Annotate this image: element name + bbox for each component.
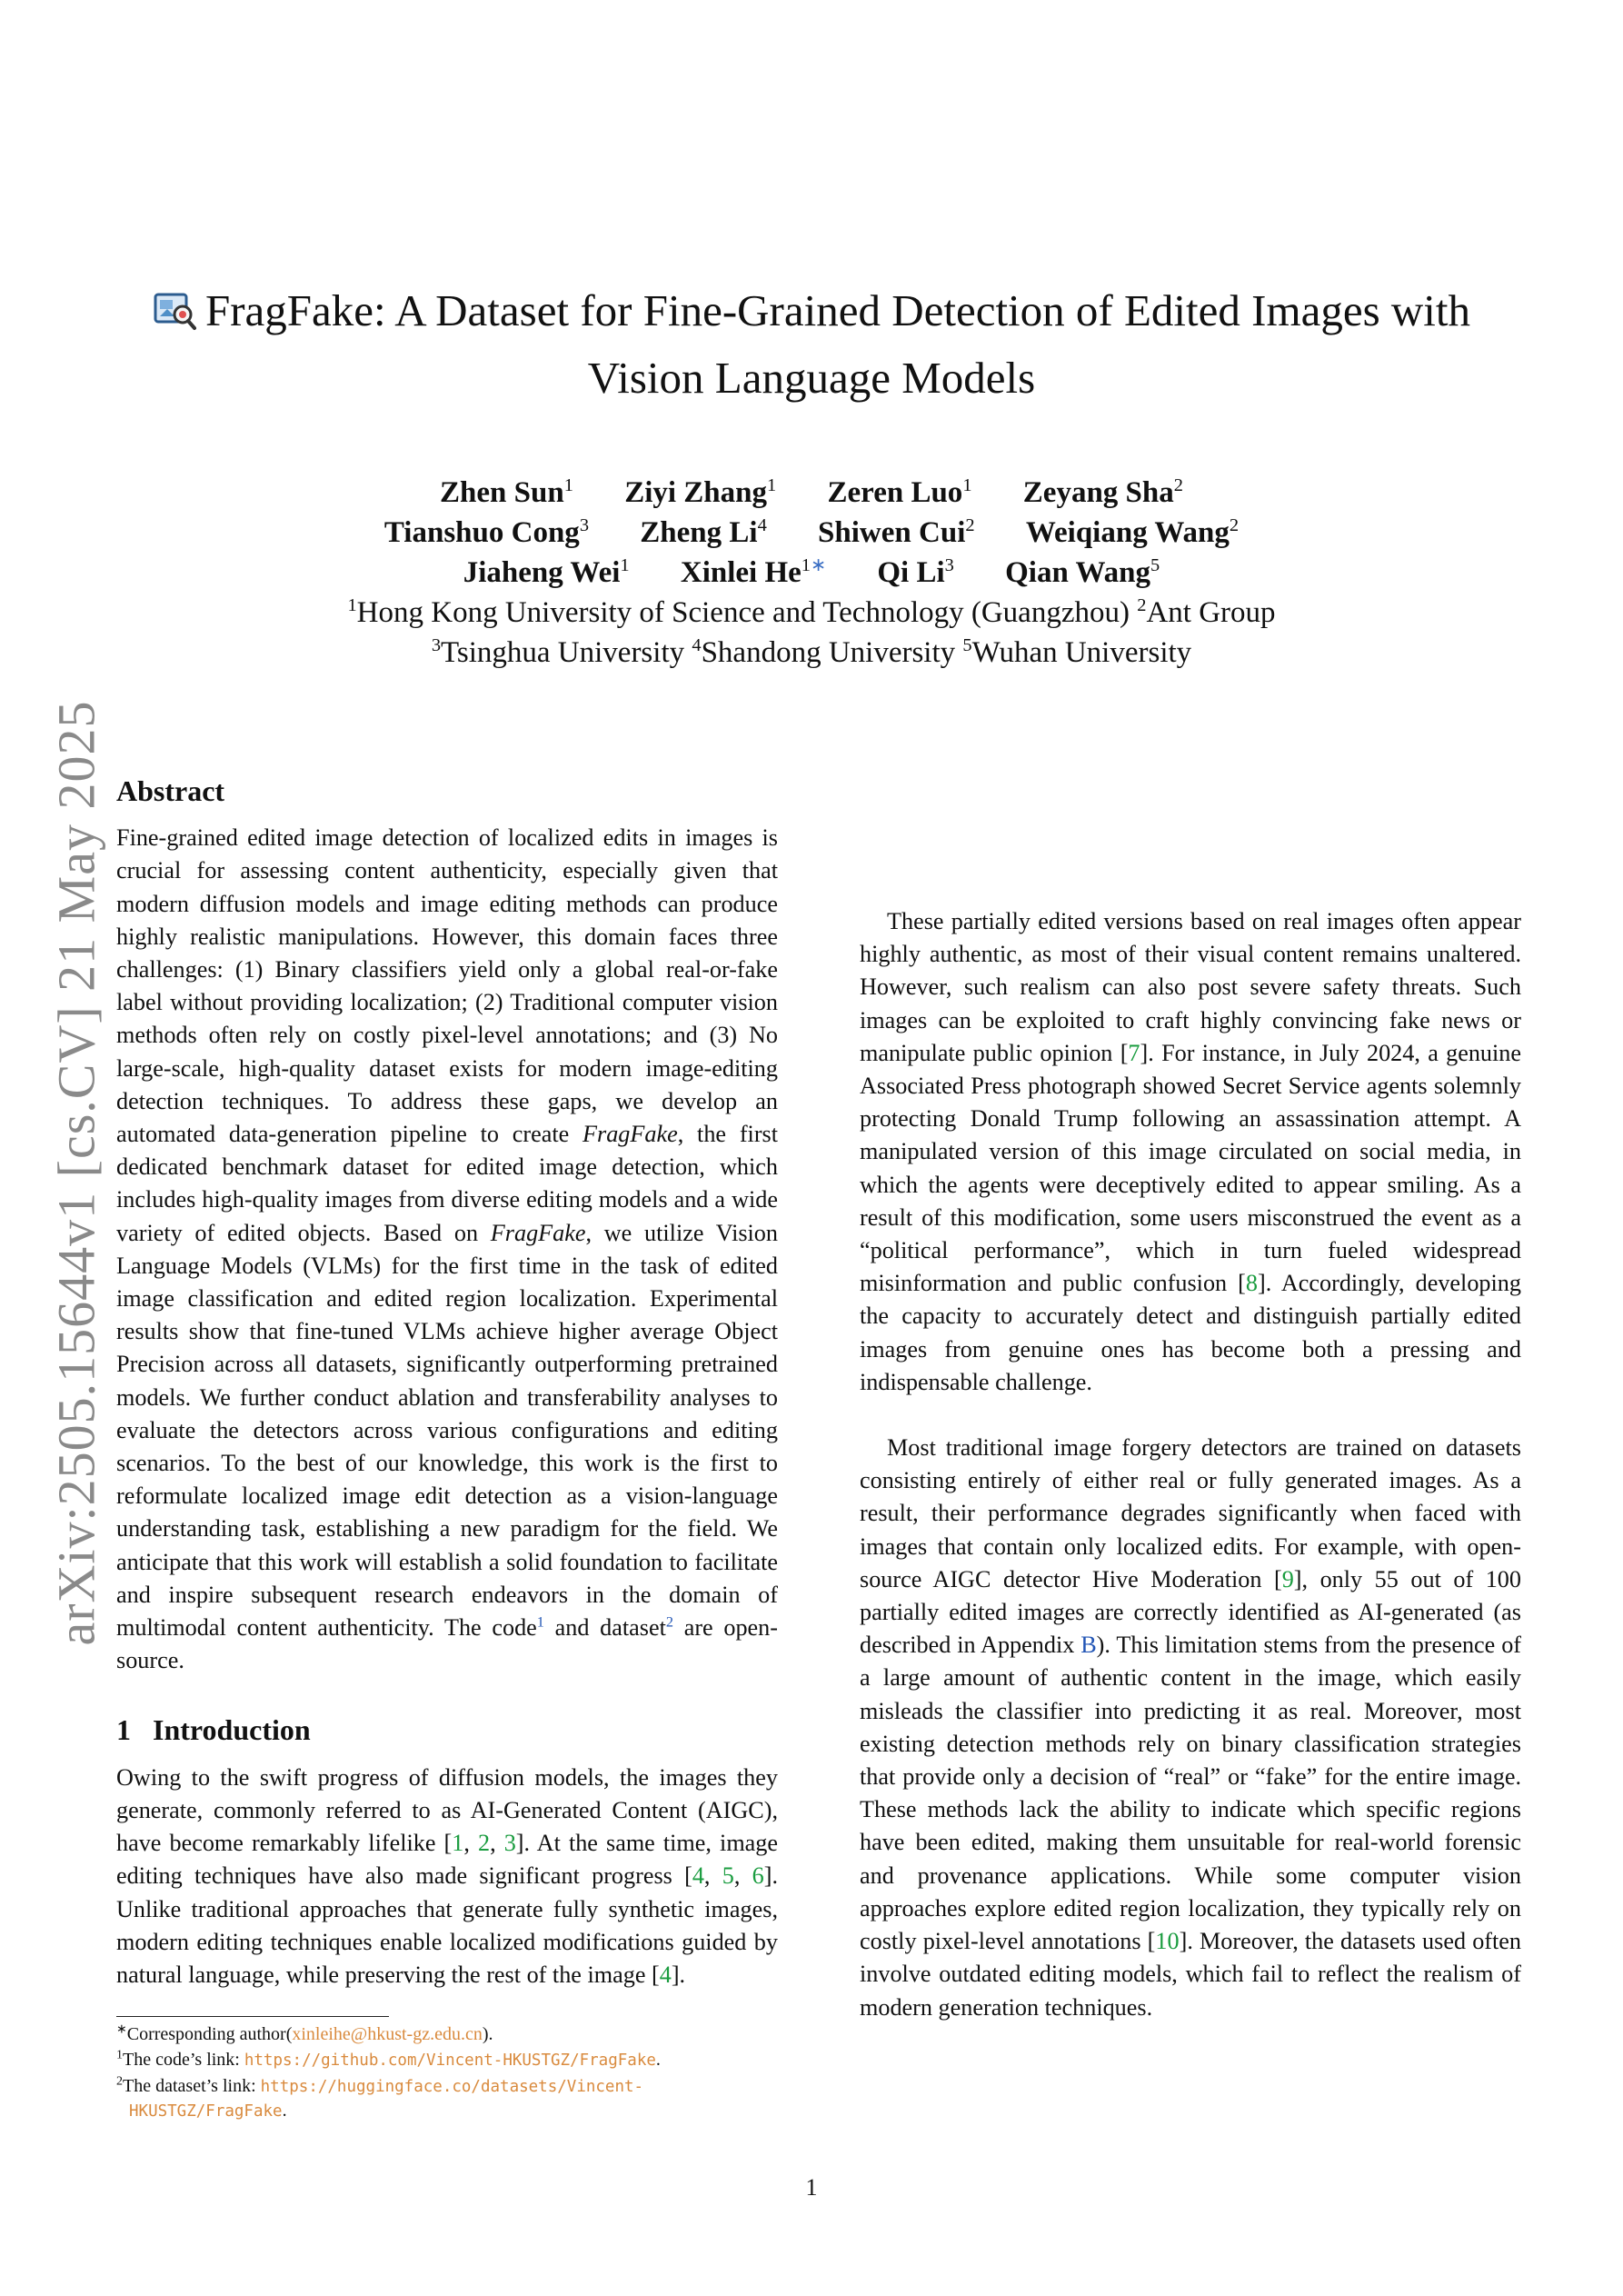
author-block [91, 473, 1532, 673]
author: Zhen Sun$^1$ [440, 475, 573, 509]
intro-paragraph-3: Most traditional image forgery detectors are trained on datasets consisting entirely of either real or fully generated images. As a result, their performance degrades significantly when faced with images that contain only localized edits. For example, with open-source AIGC detector Hive Moderation [9], only 55 out of 100 partially edited images are correctly identified as AI-generated (as described in Appendix B). This limitation stems from the presence of a large amount of authentic content in the image, which easily misleads the classifier into predicting it as real. Moreover, most existing detection methods rely on binary classification strategies that provide only a decision of “real” or “fake” for the entire image. These methods lack the ability to indicate which specific regions have been edited, making them unsuitable for real-world forensic and provenance applications. While some computer vision approaches explore edited region localization, they typically rely on costly pixel-level annotations [10]. Moreover, the datasets used often involve outdated editing models, which fail to reflect the realism of modern generation techniques. [860, 1434, 1522, 2021]
title-block [91, 280, 1532, 409]
arxiv-side-stamp [40, 691, 113, 1654]
right-column [860, 774, 1521, 2024]
affiliation-line-1: $^1$Hong Kong University of Science and Technology (Guangzhou) $^2$Ant Group [347, 595, 1276, 629]
dataset-url-link[interactable]: https://huggingface.co/datasets/Vincent-HKUSTGZ/FragFake [129, 2078, 644, 2121]
footnote-2: $^2$The dataset’s link: https://huggingface.co/datasets/Vincent-HKUSTGZ/FragFake. [116, 2074, 644, 2121]
footnote-link-2[interactable]: 2 [665, 1613, 673, 1631]
author: Ziyi Zhang$^1$ [624, 475, 777, 509]
author: Jiaheng Wei$^1$ [463, 555, 630, 589]
author-line-1 [91, 473, 1532, 513]
author-corresponding: Xinlei $He^{1∗}$ [680, 555, 827, 589]
author-line-2 [91, 513, 1532, 553]
page-number: 1 [805, 2174, 818, 2201]
citation-link[interactable]: 5 [722, 1862, 734, 1890]
footnote-link-1[interactable]: 1 [536, 1613, 544, 1631]
left-column [116, 774, 778, 1992]
citation-link[interactable]: 7 [1128, 1039, 1140, 1066]
intro-paragraph-1: Owing to the swift progress of diffusion models, the images they generate, commonly referred to as AI-Generated Content (AIGC), have become remarkably lifelike [1, 2, 3]. At the same time, image editing techniques have also made significant progress [4, 5, 6]. Unlike traditional approaches that generate fully synthetic images, modern editing techniques enable localized modifications guided by natural language, while preserving the rest of the image [4]. [116, 1763, 779, 1988]
author: Zeren Luo$^1$ [827, 475, 972, 509]
author: Zeyang Sha$^2$ [1022, 475, 1183, 509]
magnifier-over-image-icon [153, 285, 196, 347]
citation-link[interactable]: 4 [692, 1862, 704, 1890]
email-link[interactable]: xinleihe@hkust-gz.edu.cn [292, 2024, 483, 2044]
intro-paragraph-2: These partially edited versions based on real images often appear highly authentic, as most of their visual content remains unaltered. However, such realism can also post severe safety threats. Such images can be exploited to craft highly convincing fake news or manipulate public opinion [7]. For instance, in July 2024, a genuine Associated Press photograph showed Secret Service agents solemnly protecting Donald Trump following an assassination attempt. A manipulated version of this image circulated on social media, in which the agents were deceptively edited to appear smiling. As a result of this modification, some users misconstrued the event as a “political performance”, which in turn fueled widespread misinformation and public confusion [8]. Accordingly, developing the capacity to accurately detect and distinguish partially edited images from genuine ones has become both a pressing and indispensable challenge. [860, 908, 1521, 1395]
author-line-3 [91, 553, 1532, 593]
citation-link[interactable]: 1 [452, 1830, 464, 1857]
arxiv-id: arXiv:2505.15644v1 [cs.CV] 21 May 2025 [46, 699, 106, 1646]
introduction-heading: 1 Introduction [116, 1713, 311, 1747]
footnote-1: $^1$The code’s link: https://github.com/Vincent-HKUSTGZ/FragFake. [116, 2048, 661, 2070]
citation-link[interactable]: 3 [503, 1830, 516, 1857]
affiliation-line-2: $^3$Tsinghua University $^4$Shandong University $^5$Wuhan University [431, 635, 1192, 669]
author: Weiqiang Wang$^2$ [1025, 515, 1240, 549]
title-line-2: Vision Language Models [587, 353, 1036, 403]
citation-link[interactable]: 9 [1281, 1565, 1294, 1592]
footnotes [116, 2016, 778, 2125]
appendix-link[interactable]: B [1080, 1632, 1097, 1659]
footnote-rule [116, 2016, 389, 2017]
author: Zheng Li$^4$ [640, 515, 767, 549]
code-url-link[interactable]: https://github.com/Vincent-HKUSTGZ/FragFake [244, 2051, 656, 2070]
abstract-paragraph: Fine-grained edited image detection of localized edits in images is crucial for assessing content authenticity, especially given that modern diffusion models and image editing methods can produce highly realistic manipulations. However, this domain faces three challenges: (1) Binary classifiers yield only a global real-or-fake label without providing localization; (2) Traditional computer vision methods often rely on costly pixel-level annotations; and (3) No large-scale, high-quality dataset exists for modern image-editing detection techniques. To address these gaps, we develop an automated data-generation pipeline to create FragFake, the first dedicated benchmark dataset for edited image detection, which includes high-quality images from diverse editing models and a wide variety of edited objects. Based on FragFake, we utilize Vision Language Models (VLMs) for the first time in the task of edited image classification and edited region localization. Experimental results show that fine-tuned VLMs achieve higher average Object Precision across all datasets, significantly outperforming pretrained models. We further conduct ablation and transferability analyses to evaluate the detectors across various configurations and editing scenarios. To the best of our knowledge, this work is the first to reformulate localized image edit detection as a vision-language understanding task, establishing a new paradigm for the field. We anticipate that this work will establish a solid foundation to facilitate and inspire subsequent research endeavors in the domain of multimodal content authenticity. The code$^1$ and dataset$^2$ are open-source. [116, 824, 779, 1674]
author: Qian Wang$^5$ [1005, 555, 1160, 589]
citation-link[interactable]: 2 [477, 1830, 491, 1857]
author: Tianshuo Cong$^3$ [383, 515, 590, 549]
paper-title [91, 280, 1532, 409]
citation-link[interactable]: 4 [659, 1961, 672, 1988]
abstract-heading: Abstract [116, 774, 225, 807]
citation-link[interactable]: 6 [752, 1862, 764, 1890]
author: Qi Li$^3$ [877, 555, 954, 589]
title-line-1: FragFake: A Dataset for Fine-Grained Detection of Edited Images with [204, 285, 1471, 335]
citation-link[interactable]: 8 [1245, 1270, 1258, 1297]
author: Shiwen Cui$^2$ [818, 515, 975, 549]
citation-link[interactable]: 10 [1155, 1928, 1180, 1955]
footnote-corresponding: ∗Corresponding author(xinleihe@hkust-gz.edu.cn). [116, 2022, 493, 2044]
